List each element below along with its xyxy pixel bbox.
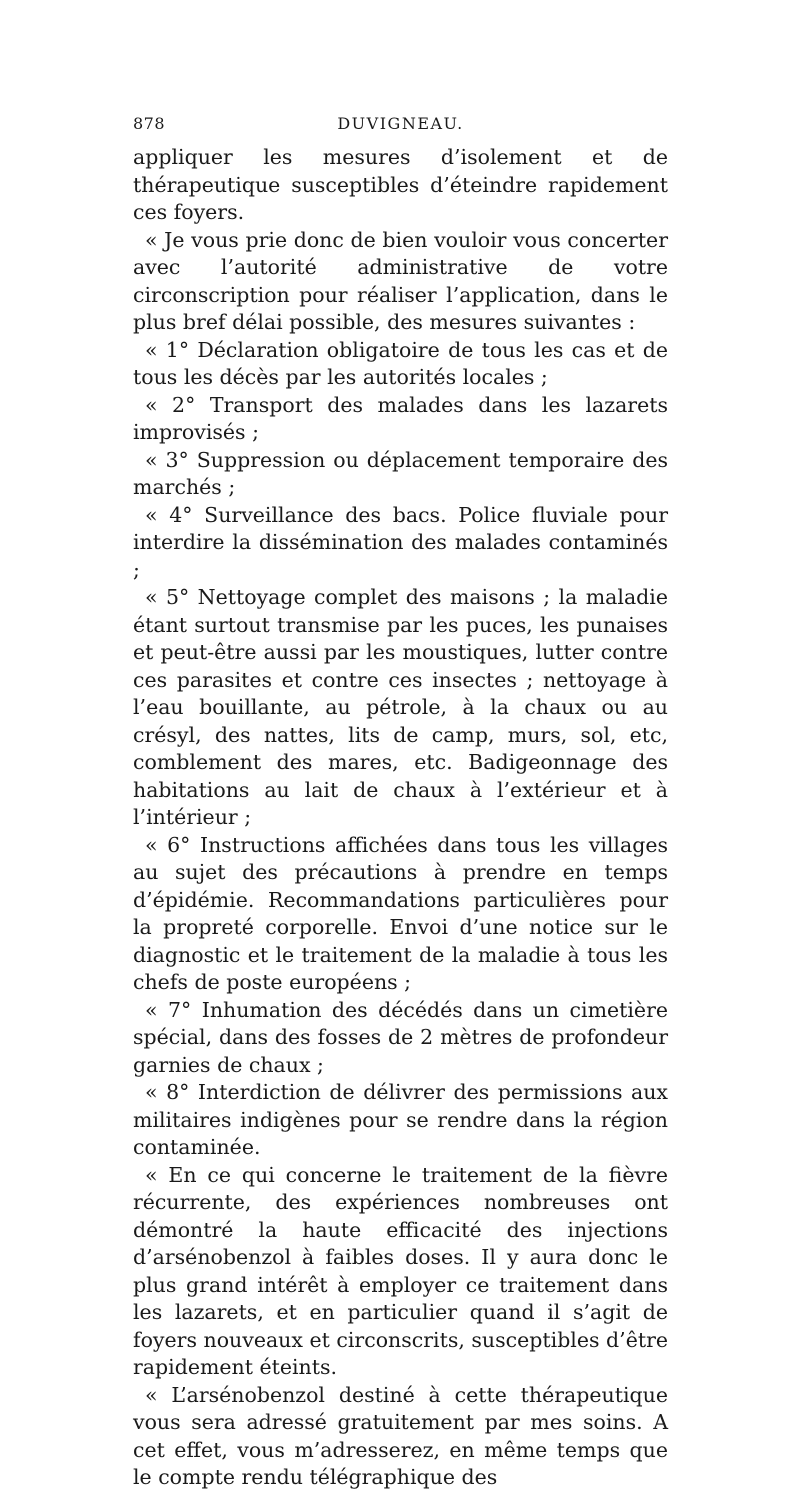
body-text — [133, 144, 668, 1492]
list-item: « 1° Déclaration obligatoire de tous les cas et de tous les décès par les autorités locales ; — [133, 337, 668, 389]
list-item: « 7° Inhumation des décédés dans un cimetière spécial, dans des fosses de 2 mètres de profondeur garnies de chaux ; — [133, 997, 668, 1077]
list-item: « 5° Nettoyage complet des maisons ; la maladie étant surtout transmise par les puces, les punaises et peut-être aussi par les moustiques, lutter contre ces parasites et contre ces insectes ; nettoyage à l’eau bouillante, au pétrole, à la chaux ou au crésyl, des nattes, lits de camp, murs, sol, etc, comblement des mares, etc. Badigeonnage des habitations au lait de chaux à l’extérieur et à l’intérieur ; — [133, 585, 668, 829]
list-item: « 2° Transport des malades dans les lazarets improvisés ; — [133, 392, 668, 444]
list-item: « 6° Instructions affichées dans tous les villages au sujet des précautions à prendre en temps d’épidémie. Recommandations particulières pour la propreté corporelle. Envoi d’une notice sur le diagnostic et le traitement de la maladie à tous les chefs de poste européens ; — [133, 832, 668, 994]
running-title: DUVIGNEAU. — [337, 114, 464, 133]
paragraph: appliquer les mesures d’isolement et de thérapeutique susceptibles d’éteindre rapidement ces foyers. — [133, 145, 668, 224]
paragraph: « Je vous prie donc de bien vouloir vous concerter avec l’autorité administrative de votre circonscription pour réaliser l’application, dans le plus bref délai possible, des mesures suivantes : — [133, 227, 668, 334]
list-item: « 8° Interdiction de délivrer des permissions aux militaires indigènes pour se rendre dans la région contaminée. — [133, 1080, 668, 1159]
list-item: « 4° Surveillance des bacs. Police fluviale pour interdire la dissémination des malades contaminés ; — [133, 502, 668, 582]
page-number: 878 — [133, 114, 166, 133]
list-item: « 3° Suppression ou déplacement temporaire des marchés ; — [133, 447, 668, 499]
paragraph: « En ce qui concerne le traitement de la fièvre récurrente, des expériences nombreuses ont démontré la haute efficacité des injections d’arsénobenzol à faibles doses. Il y aura donc le plus grand intérêt à employer ce traitement dans les lazarets, et en particulier quand il s’agit de foyers nouveaux et circonscrits, susceptibles d’être rapidement éteints. — [133, 1162, 668, 1379]
running-header — [133, 114, 668, 140]
paragraph: « L’arsénobenzol destiné à cette thérapeutique vous sera adressé gratuitement par mes soins. A cet effet, vous m’adresserez, en même temps que le compte rendu télégraphique des — [133, 1382, 668, 1489]
